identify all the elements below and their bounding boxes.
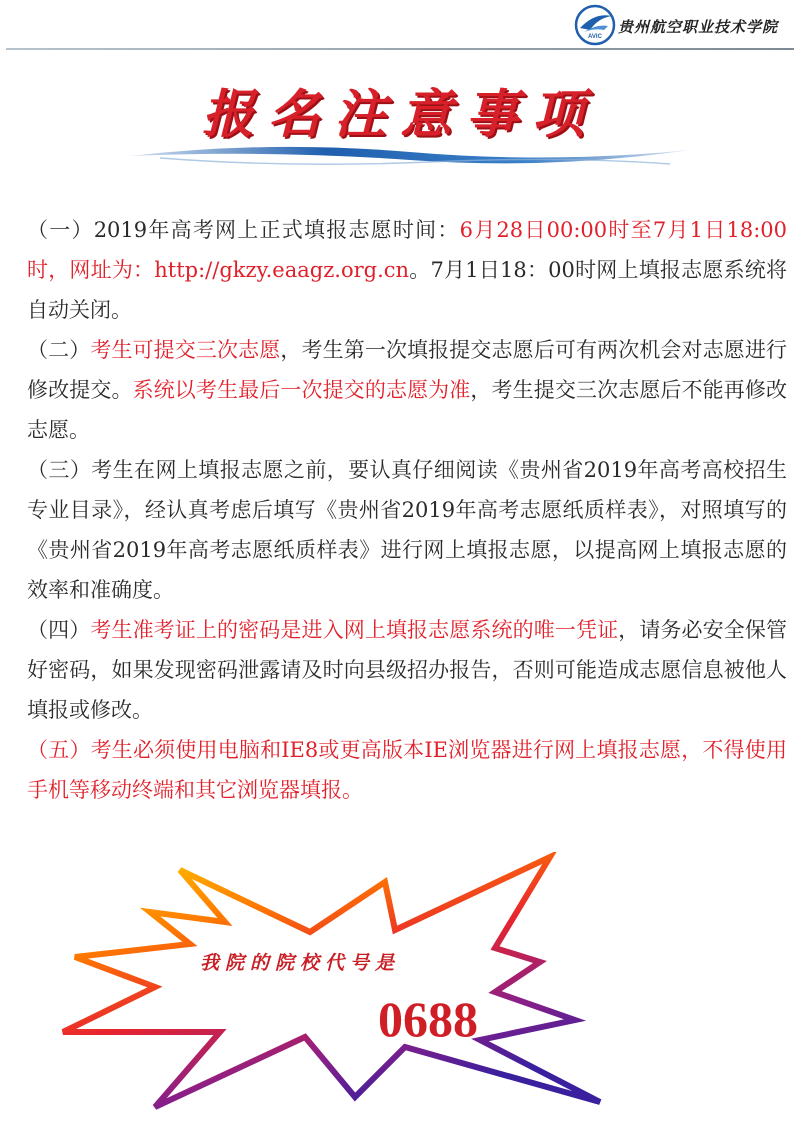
notice-section <box>27 610 787 730</box>
notice-section <box>27 210 787 330</box>
highlight-text: 考生准考证上的密码是进入网上填报志愿系统的唯一凭证 <box>90 618 619 642</box>
school-code: 0688 <box>378 991 478 1047</box>
notice-text: 。7月1日18：00时网上填报志愿系统将自动关闭。 <box>27 258 787 322</box>
page-header <box>0 0 800 52</box>
notice-text: （一）2019年高考网上正式填报志愿时间： <box>27 218 460 242</box>
notice-text: ，考生提交三次志愿后不能再修改志愿。 <box>27 378 788 442</box>
notice-text: ，请务必安全保管好密码，如果发现密码泄露请及时向县级招办报告，否则可能造成志愿信息被他人填报或修改。 <box>27 618 788 722</box>
highlight-text: （五）考生必须使用电脑和IE8或更高版本IE浏览器进行网上填报志愿，不得使用手机等移动终端和其它浏览器填报。 <box>27 738 787 802</box>
svg-text:AVIC: AVIC <box>588 34 602 40</box>
school-code-caption: 我院的院校代号是 <box>199 952 400 974</box>
notice-text: （四） <box>27 618 91 642</box>
notice-section <box>27 330 787 450</box>
notice-text: （二） <box>27 338 91 362</box>
notice-section <box>27 450 787 610</box>
school-name: 贵州航空职业技术学院 <box>618 18 779 36</box>
notice-text: （三）考生在网上填报志愿之前，要认真仔细阅读《贵州省2019年高考高校招生专业目录》，经认真考虑后填写《贵州省2019年高考志愿纸质样表》，对照填写的《贵州省2019年高考志愿纸质样表》进行网上填报志愿，以提高网上填报志愿的效率和准确度。 <box>27 458 787 602</box>
header-divider <box>6 48 794 50</box>
notice-body <box>27 210 787 810</box>
notice-section <box>27 730 787 810</box>
starburst-badge <box>55 852 615 1112</box>
notice-text: ，考生第一次填报提交志愿后可有两次机会对志愿进行修改提交。 <box>27 338 788 402</box>
highlight-text: 系统以考生最后一次提交的志愿为准 <box>132 378 471 402</box>
school-logo-icon <box>574 4 616 46</box>
highlight-text: 考生可提交三次志愿 <box>90 338 281 362</box>
title-swoosh <box>130 138 690 176</box>
page-title: 报名注意事项 <box>201 84 598 145</box>
highlight-text: 6月28日00:00时至7月1日18:00时，网址为：http://gkzy.eaagz.org.cn <box>27 218 787 282</box>
